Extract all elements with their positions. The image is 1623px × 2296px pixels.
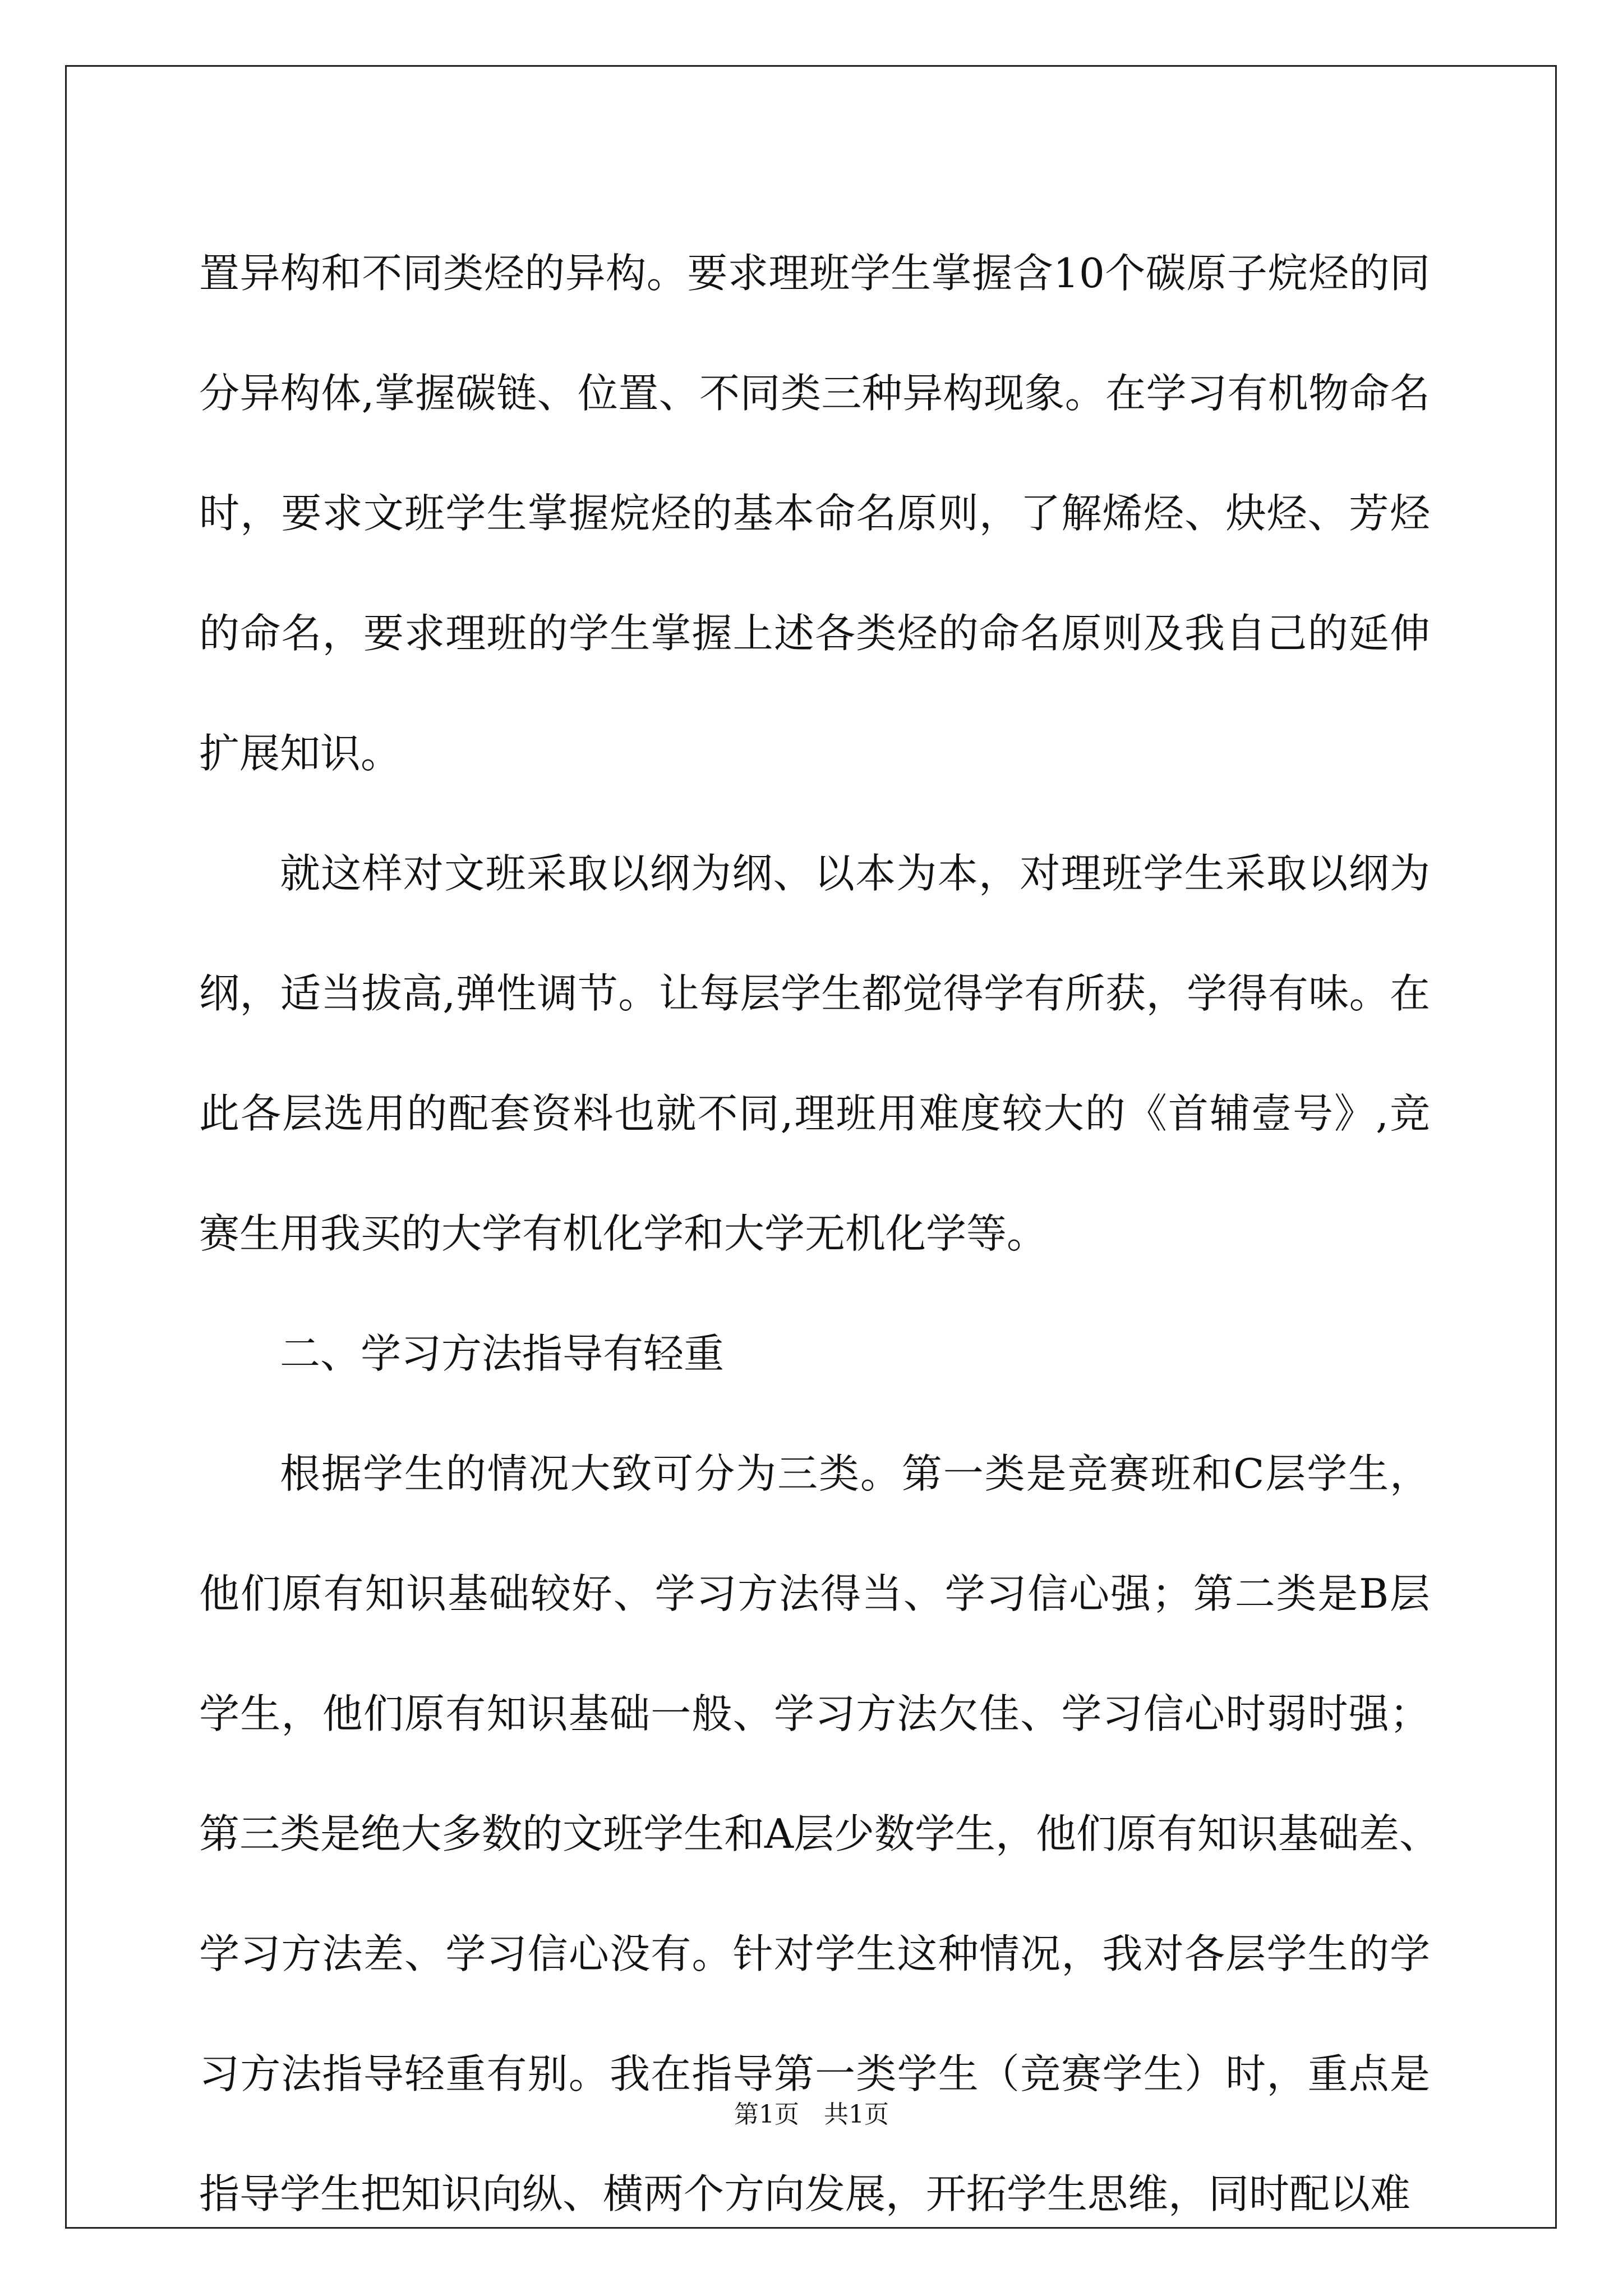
paragraph-line: 指导学生把知识向纵、横两个方向发展，开拓学生思维，同时配以难 <box>199 2170 1411 2217</box>
document-body <box>199 213 1440 2254</box>
paragraph-line: 置异构和不同类烃的异构。要求理班学生掌握含10个碳原子烷烃的同 <box>199 250 1430 297</box>
paragraph-line: 纲，适当拔高,弹性调节。让每层学生都觉得学有所获，学得有味。在 <box>199 970 1430 1017</box>
paragraph-line: 分异构体,掌握碳链、位置、不同类三种异构现象。在学习有机物命名 <box>199 370 1430 417</box>
paragraph-line: 学习方法差、学习信心没有。针对学生这种情况，我对各层学生的学 <box>199 1930 1430 1977</box>
paragraph <box>199 213 1430 813</box>
paragraph-line: 二、学习方法指导有轻重 <box>280 1330 725 1377</box>
paragraph-line: 学生，他们原有知识基础一般、学习方法欠佳、学习信心时弱时强； <box>199 1690 1430 1737</box>
paragraph-line: 此各层选用的配套资料也就不同,理班用难度较大的《首辅壹号》,竞 <box>199 1090 1430 1137</box>
paragraph-line: 就这样对文班采取以纲为纲、以本为本，对理班学生采取以纲为 <box>280 850 1430 897</box>
paragraph-line: 时，要求文班学生掌握烷烃的基本命名原则，了解烯烃、炔烃、芳烃 <box>199 490 1430 537</box>
paragraph <box>199 813 1430 1294</box>
paragraph-line: 赛生用我买的大学有机化学和大学无机化学等。 <box>199 1210 1048 1257</box>
paragraph-line: 的命名，要求理班的学生掌握上述各类烃的命名原则及我自己的延伸 <box>199 610 1430 657</box>
paragraph-line: 扩展知识。 <box>199 730 402 777</box>
paragraph <box>199 1294 1430 1414</box>
paragraph-line: 他们原有知识基础较好、学习方法得当、学习信心强；第二类是B层 <box>199 1570 1430 1617</box>
paragraph-line: 习方法指导轻重有别。我在指导第一类学生（竞赛学生）时，重点是 <box>199 2050 1430 2097</box>
page-footer: 第1页 共1页 <box>734 2100 889 2129</box>
paragraph-line: 根据学生的情况大致可分为三类。第一类是竞赛班和C层学生， <box>280 1450 1430 1497</box>
paragraph-line: 第三类是绝大多数的文班学生和A层少数学生，他们原有知识基础差、 <box>199 1810 1440 1857</box>
